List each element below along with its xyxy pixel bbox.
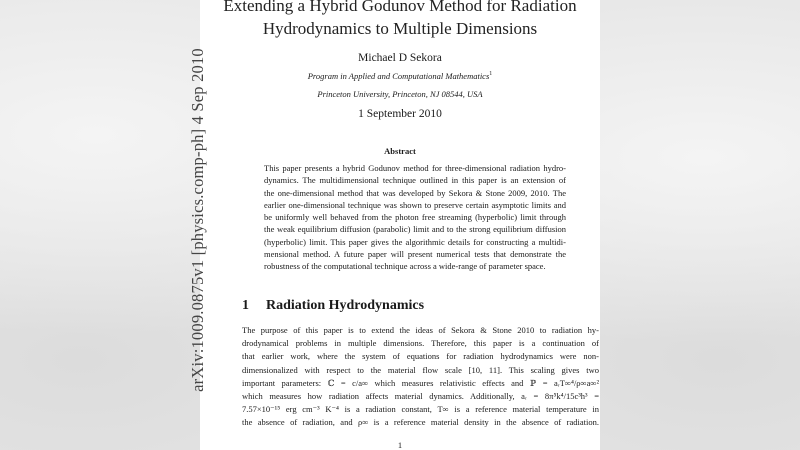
abstract-line: dynamics. The multidimensional technique outlined in this paper is an extension of [264,175,566,186]
arxiv-identifier: arXiv:1009.0875v1 [physics.comp-ph] 4 Sep 2010 [188,48,207,392]
body-line: 7.57×10⁻¹⁵ erg cm⁻³ K⁻⁴ is a radiation constant, T∞ is a reference material temperature in [242,404,599,415]
abstract-line: the weak equilibrium diffusion (parabolic) limit and to the strong equilibrium diffusion [264,224,566,235]
abstract-line: the one-dimensional method that was developed by Sekora & Stone 2009, 2010. The [264,187,566,198]
abstract-line: earlier one-dimensional technique was shown to preserve certain asymptotic limits and [264,199,566,210]
abstract-line: mensional method. A future paper will present numerical tests that demonstrate the [264,248,566,259]
abstract-heading: Abstract [384,146,416,156]
title-line-1: Extending a Hybrid Godunov Method for Radiation [223,0,577,15]
author-name: Michael D Sekora [358,52,442,64]
affiliation [200,71,600,81]
body-line: drodynamical problems in multiple dimensions. Therefore, this paper is a continuation of [242,338,599,349]
section-heading [242,298,424,314]
page-number: 1 [397,440,403,450]
abstract-line: This paper presents a hybrid Godunov method for three-dimensional radiation hydro- [264,163,566,173]
section-title: Radiation Hydrodynamics [266,298,425,313]
body-line: The purpose of this paper is to extend the ideas of Sekora & Stone 2010 to radiation hy- [242,325,599,335]
abstract-line: be uniformly well behaved from the photon free streaming (hyperbolic) limit through [264,212,566,222]
paper-title [200,0,600,40]
title-line-2: Hydrodynamics to Multiple Dimensions [262,19,538,38]
abstract-text [264,162,566,272]
address: Princeton University, Princeton, NJ 08544, USA [317,89,483,99]
body-line: that earlier work, where the system of equations for radiation hydrodynamics were non- [242,351,599,362]
body-line: the absence of radiation, and ρ∞ is a reference material density in the absence of radiation. [242,417,599,428]
body-line: which measures how radiation affects material dynamics. Additionally, aᵣ = 8π⁵k⁴/15c³h³ = [242,391,599,402]
section-body [242,324,599,430]
paper-date: 1 September 2010 [358,108,442,120]
affiliation-text: Program in Applied and Computational Mathematics [307,71,490,81]
paper-page [200,0,600,450]
body-line: important parameters: ℂ = c/a∞ which measures relativistic effects and ℙ = aᵣT∞⁴/ρ∞a∞² [242,377,599,388]
abstract-line: (hyperbolic) limit. This paper gives the algorithmic details for constructing a multidi- [264,236,566,247]
section-number: 1 [242,298,249,313]
body-line: dimensionalized with respect to the material flow scale [10, 11]. This scaling gives two [242,364,599,375]
affiliation-mark: 1 [489,71,493,78]
abstract-line: robustness of the computational technique across a wide-range of parameter space. [264,261,546,271]
